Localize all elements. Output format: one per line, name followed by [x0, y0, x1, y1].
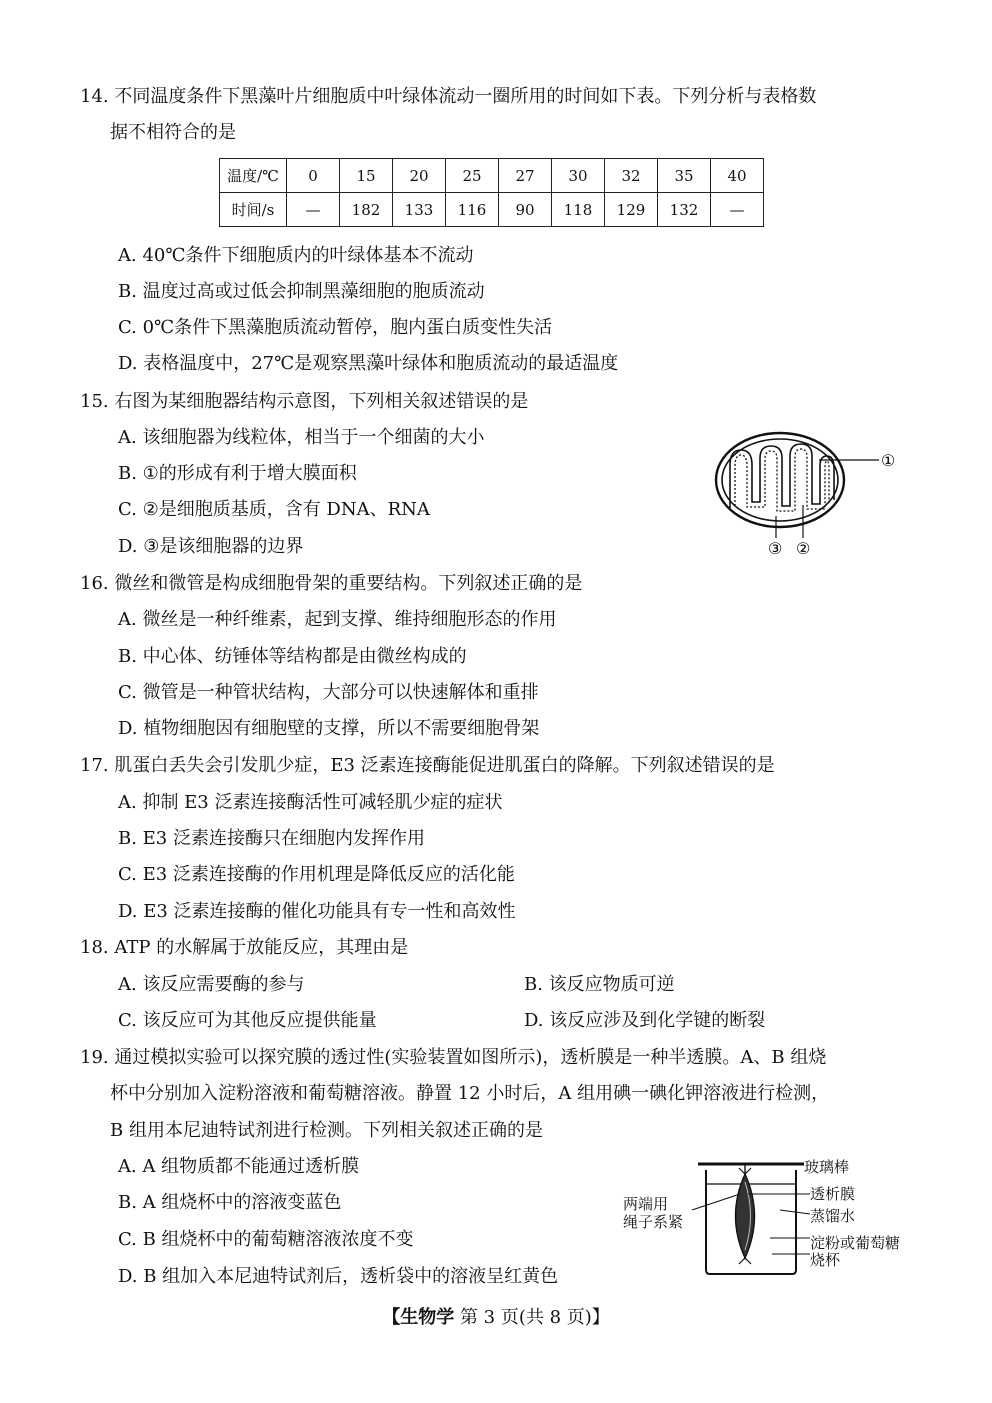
- q19-option-b: B. A 组烧杯中的溶液变蓝色: [118, 1192, 342, 1213]
- q14-stem-line2: 据不相符合的是: [110, 122, 236, 143]
- table-row: [220, 193, 764, 227]
- q18-option-a: A. 该反应需要酶的参与: [118, 974, 305, 995]
- q17-option-b: B. E3 泛素连接酶只在细胞内发挥作用: [118, 828, 425, 849]
- table-cell: 133: [393, 193, 446, 227]
- label-three: ③: [768, 539, 783, 558]
- table-cell: 90: [499, 193, 552, 227]
- q14-stem-line1: 14. 不同温度条件下黑藻叶片细胞质中叶绿体流动一圈所用的时间如下表。下列分析与表格数: [80, 86, 817, 107]
- q17-stem: 17. 肌蛋白丢失会引发肌少症，E3 泛素连接酶能促进肌蛋白的降解。下列叙述错误的是: [80, 755, 775, 776]
- table-cell: 25: [446, 159, 499, 193]
- table-cell: 132: [658, 193, 711, 227]
- q14-option-b: B. 温度过高或过低会抑制黑藻细胞的胞质流动: [118, 281, 485, 302]
- label-glass-rod: 玻璃棒: [804, 1158, 850, 1176]
- q15-stem: 15. 右图为某细胞器结构示意图，下列相关叙述错误的是: [80, 391, 529, 412]
- q14-option-c: C. 0℃条件下黑藻胞质流动暂停，胞内蛋白质变性失活: [118, 317, 553, 338]
- q18-option-d: D. 该反应涉及到化学键的断裂: [524, 1010, 766, 1031]
- q16-option-d: D. 植物细胞因有细胞壁的支撑，所以不需要细胞骨架: [118, 718, 540, 739]
- q17-option-d: D. E3 泛素连接酶的催化功能具有专一性和高效性: [118, 901, 516, 922]
- table-cell: 129: [605, 193, 658, 227]
- label-membrane: 透析膜: [810, 1185, 856, 1203]
- label-two: ②: [796, 539, 811, 558]
- q16-stem: 16. 微丝和微管是构成细胞骨架的重要结构。下列叙述正确的是: [80, 573, 583, 594]
- table-cell: 40: [711, 159, 764, 193]
- mitochondrion-drawing: [716, 433, 879, 538]
- table-cell: 32: [605, 159, 658, 193]
- temperature-time-table: [219, 158, 764, 227]
- q19-stem-line3: B 组用本尼迪特试剂进行检测。下列相关叙述正确的是: [110, 1120, 543, 1141]
- table-row: [220, 159, 764, 193]
- q19-stem-line1: 19. 通过模拟实验可以探究膜的透过性(实验装置如图所示)，透析膜是一种半透膜。A、B 组烧: [80, 1047, 827, 1068]
- table-cell: 15: [340, 159, 393, 193]
- q14-option-a: A. 40℃条件下细胞质内的叶绿体基本不流动: [118, 245, 474, 266]
- table-cell: 0: [287, 159, 340, 193]
- label-beaker: 烧杯: [810, 1251, 841, 1269]
- label-one: ①: [881, 451, 896, 470]
- label-tie-line1: 两端用: [623, 1195, 669, 1213]
- label-solution: 淀粉或葡萄糖: [810, 1234, 901, 1252]
- table-cell: —: [287, 193, 340, 227]
- q16-option-a: A. 微丝是一种纤维素，起到支撑、维持细胞形态的作用: [118, 609, 557, 630]
- q19-option-d: D. B 组加入本尼迪特试剂后，透析袋中的溶液呈红黄色: [118, 1266, 559, 1287]
- table-cell: —: [711, 193, 764, 227]
- table-cell: 116: [446, 193, 499, 227]
- q14-option-d: D. 表格温度中，27℃是观察黑藻叶绿体和胞质流动的最适温度: [118, 353, 619, 374]
- q18-stem: 18. ATP 的水解属于放能反应，其理由是: [80, 937, 409, 958]
- q15-option-b: B. ①的形成有利于增大膜面积: [118, 463, 357, 484]
- table-cell: 27: [499, 159, 552, 193]
- q15-option-c: C. ②是细胞质基质，含有 DNA、RNA: [118, 499, 430, 520]
- label-water: 蒸馏水: [810, 1207, 856, 1225]
- footer-subject: 【生物学: [382, 1307, 455, 1328]
- q17-option-c: C. E3 泛素连接酶的作用机理是降低反应的活化能: [118, 864, 515, 885]
- table-cell: 20: [393, 159, 446, 193]
- q16-option-b: B. 中心体、纺锤体等结构都是由微丝构成的: [118, 646, 467, 667]
- table-header-time: 时间/s: [220, 193, 287, 227]
- table-cell: 35: [658, 159, 711, 193]
- q19-stem-line2: 杯中分别加入淀粉溶液和葡萄糖溶液。静置 12 小时后，A 组用碘一碘化钾溶液进行检测，: [110, 1083, 830, 1104]
- q18-option-c: C. 该反应可为其他反应提供能量: [118, 1010, 377, 1031]
- q18-option-b: B. 该反应物质可逆: [524, 974, 675, 995]
- table-cell: 118: [552, 193, 605, 227]
- q17-option-a: A. 抑制 E3 泛素连接酶活性可减轻肌少症的症状: [118, 792, 503, 813]
- q19-option-c: C. B 组烧杯中的葡萄糖溶液浓度不变: [118, 1229, 414, 1250]
- q15-option-d: D. ③是该细胞器的边界: [118, 536, 304, 557]
- label-tie-line2: 绳子系紧: [623, 1213, 684, 1231]
- page-footer: [0, 1305, 992, 1331]
- apparatus-leader-lines: [620, 1150, 820, 1270]
- mitochondrion-diagram: [705, 420, 905, 560]
- table-header-temperature: 温度/℃: [220, 159, 287, 193]
- q19-option-a: A. A 组物质都不能通过透析膜: [118, 1156, 360, 1177]
- q16-option-c: C. 微管是一种管状结构，大部分可以快速解体和重排: [118, 682, 539, 703]
- table-cell: 182: [340, 193, 393, 227]
- q15-option-a: A. 该细胞器为线粒体，相当于一个细菌的大小: [118, 427, 485, 448]
- footer-page-number: 第 3 页(共 8 页)】: [454, 1307, 610, 1328]
- table-cell: 30: [552, 159, 605, 193]
